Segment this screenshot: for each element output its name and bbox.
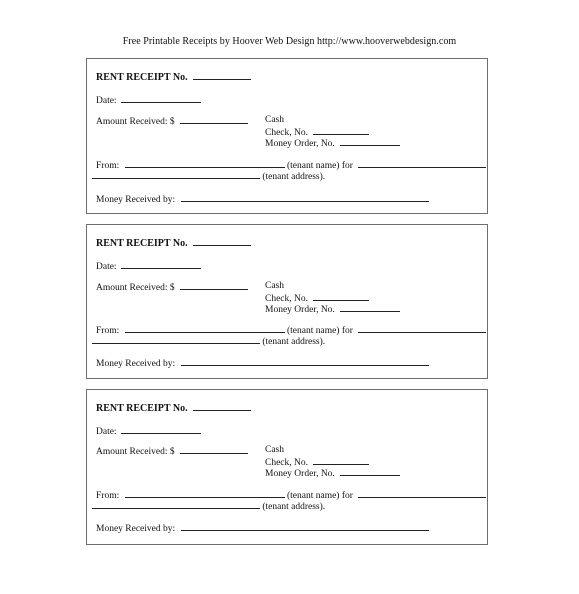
money-received-by-label: Money Received by: bbox=[96, 359, 176, 369]
date-label: Date: bbox=[96, 262, 117, 272]
money-received-by-label: Money Received by: bbox=[96, 195, 176, 205]
money-order-row bbox=[265, 137, 400, 150]
money-order-number-field[interactable] bbox=[340, 137, 400, 146]
tenant-address-field[interactable] bbox=[92, 335, 260, 344]
receipt-title: RENT RECEIPT No. bbox=[96, 238, 188, 249]
check-label: Check, No. bbox=[265, 128, 309, 138]
amount-field[interactable] bbox=[180, 445, 248, 454]
money-order-row bbox=[265, 303, 400, 316]
rent-for-field[interactable] bbox=[358, 489, 486, 498]
amount-field[interactable] bbox=[180, 281, 248, 290]
tenant-name-field[interactable] bbox=[125, 159, 285, 168]
from-label: From: bbox=[96, 161, 120, 171]
rent-for-field[interactable] bbox=[358, 159, 486, 168]
amount-label: Amount Received: $ bbox=[96, 283, 175, 293]
date-row bbox=[96, 94, 201, 107]
received-by-field[interactable] bbox=[181, 193, 429, 202]
date-field[interactable] bbox=[121, 425, 201, 434]
tenant-address-field[interactable] bbox=[92, 500, 260, 509]
tenant-name-label: (tenant name) for bbox=[286, 326, 353, 336]
check-number-field[interactable] bbox=[313, 292, 369, 301]
check-number-field[interactable] bbox=[313, 456, 369, 465]
from-label: From: bbox=[96, 326, 120, 336]
money-order-label: Money Order, No. bbox=[265, 139, 335, 149]
date-field[interactable] bbox=[121, 94, 201, 103]
received-by-row bbox=[96, 193, 429, 206]
money-order-label: Money Order, No. bbox=[265, 305, 335, 315]
rent-receipt bbox=[86, 389, 488, 545]
received-by-row bbox=[96, 522, 429, 535]
receipt-title-row bbox=[96, 402, 251, 414]
rent-receipt bbox=[86, 224, 488, 379]
check-label: Check, No. bbox=[265, 458, 309, 468]
date-row bbox=[96, 260, 201, 273]
amount-label: Amount Received: $ bbox=[96, 117, 175, 127]
receipt-number-field[interactable] bbox=[193, 237, 251, 246]
tenant-name-field[interactable] bbox=[125, 324, 285, 333]
cash-option bbox=[265, 281, 284, 292]
receipt-title: RENT RECEIPT No. bbox=[96, 72, 188, 83]
tenant-name-label: (tenant name) for bbox=[286, 491, 353, 501]
amount-field[interactable] bbox=[180, 115, 248, 124]
tenant-address-label: (tenant address). bbox=[262, 337, 326, 347]
rent-for-field[interactable] bbox=[358, 324, 486, 333]
received-by-row bbox=[96, 357, 429, 370]
tenant-address-label: (tenant address). bbox=[262, 502, 326, 512]
check-label: Check, No. bbox=[265, 294, 309, 304]
amount-row bbox=[96, 115, 248, 128]
tenant-address-label: (tenant address). bbox=[262, 172, 326, 182]
address-row bbox=[92, 500, 325, 513]
amount-row bbox=[96, 445, 248, 458]
date-field[interactable] bbox=[121, 260, 201, 269]
page-header: Free Printable Receipts by Hoover Web Design http://www.hooverwebdesign.com bbox=[122, 36, 457, 47]
cash-label: Cash bbox=[265, 281, 284, 291]
receipt-title-row bbox=[96, 237, 251, 249]
money-order-label: Money Order, No. bbox=[265, 469, 335, 479]
date-label: Date: bbox=[96, 96, 117, 106]
money-received-by-label: Money Received by: bbox=[96, 524, 176, 534]
cash-option bbox=[265, 445, 284, 456]
check-number-field[interactable] bbox=[313, 126, 369, 135]
money-order-number-field[interactable] bbox=[340, 467, 400, 476]
rent-receipt bbox=[86, 58, 488, 214]
address-row bbox=[92, 170, 325, 183]
receipt-title: RENT RECEIPT No. bbox=[96, 403, 188, 414]
tenant-name-label: (tenant name) for bbox=[286, 161, 353, 171]
receipt-number-field[interactable] bbox=[193, 402, 251, 411]
received-by-field[interactable] bbox=[181, 357, 429, 366]
address-row bbox=[92, 335, 325, 348]
cash-label: Cash bbox=[265, 115, 284, 125]
tenant-name-field[interactable] bbox=[125, 489, 285, 498]
cash-option bbox=[265, 115, 284, 126]
date-row bbox=[96, 425, 201, 438]
money-order-number-field[interactable] bbox=[340, 303, 400, 312]
money-order-row bbox=[265, 467, 400, 480]
amount-row bbox=[96, 281, 248, 294]
tenant-address-field[interactable] bbox=[92, 170, 260, 179]
date-label: Date: bbox=[96, 427, 117, 437]
amount-label: Amount Received: $ bbox=[96, 447, 175, 457]
cash-label: Cash bbox=[265, 445, 284, 455]
receipt-title-row bbox=[96, 71, 251, 83]
receipt-number-field[interactable] bbox=[193, 71, 251, 80]
from-label: From: bbox=[96, 491, 120, 501]
received-by-field[interactable] bbox=[181, 522, 429, 531]
